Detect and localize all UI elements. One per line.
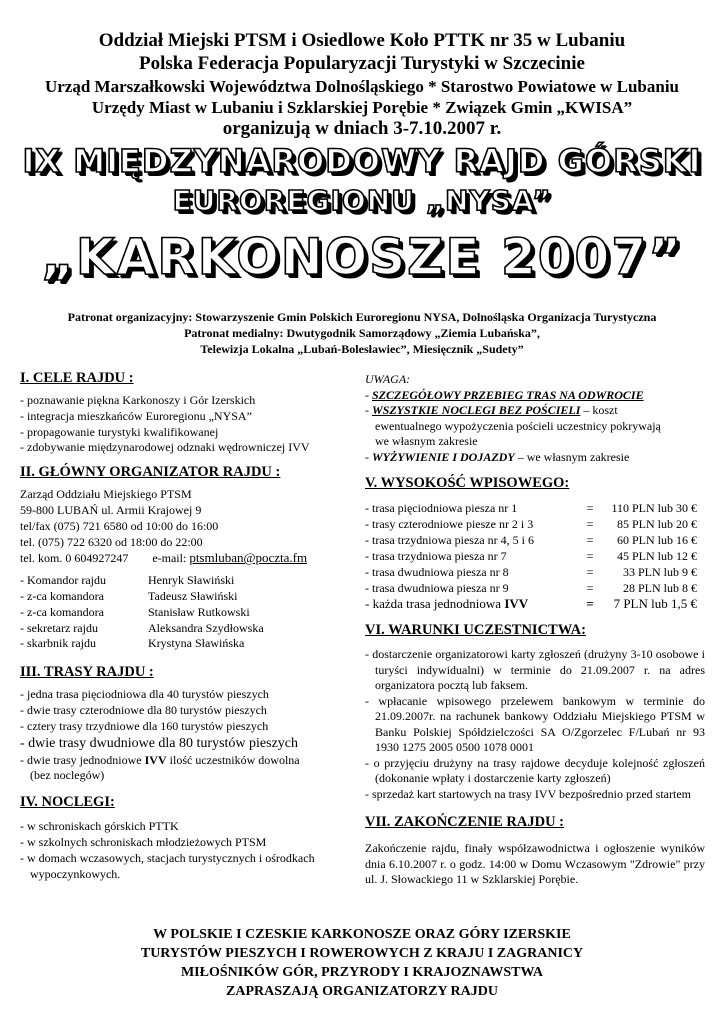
- list-item: - dwie trasy czterodniowe dla 80 turystów pieszych: [20, 702, 267, 717]
- staff-row: [20, 573, 355, 589]
- mobile-phone: tel. kom. 0 604927247: [20, 551, 129, 566]
- fee-price: 28 PLN lub 8 €: [622, 581, 697, 595]
- staff-role: - z-ca komandora: [20, 604, 104, 619]
- footer-line: TURYSTÓW PIESZYCH I ROWEROWYCH Z KRAJU I ZAGRANICY: [140, 946, 584, 961]
- staff-row: [20, 605, 355, 621]
- fee-eq: =: [586, 501, 594, 515]
- section-lodging: [20, 794, 355, 882]
- section-title: III. TRASY RAJDU :: [20, 664, 154, 681]
- section-notice: [365, 372, 705, 465]
- fee-row: [365, 548, 705, 564]
- fee-route: - trasa trzydniowa piesza nr 4, 5 i 6: [365, 533, 534, 547]
- header-line-authorities: Urząd Marszałkowski Województwa Dolnośląskiego * Starostwo Powiatowe w Lubaniu: [44, 77, 680, 96]
- list-item: - w domach wczasowych, stacjach turystycznych i ośrodkach: [20, 850, 315, 865]
- staff-name: Henryk Sławiński: [148, 573, 235, 588]
- list-item-cont: wypoczynkowych.: [30, 866, 121, 881]
- section-title: IV. NOCLEGI:: [20, 794, 115, 811]
- dash: -: [365, 403, 372, 417]
- condition-item: - dostarczenie organizatorowi karty zgłoszeń (drużyny 3-10 osobowe i turyści indywidualni) w terminie do 21.09.2007 r. na adres organizatora pocztą lub faksem.: [365, 647, 705, 692]
- section-routes: [20, 664, 355, 784]
- notice-item: [365, 450, 705, 466]
- title-rally: IX MIĘDZYNARODOWY RAJD GÓRSKI: [22, 142, 702, 180]
- notice-route-info: SZCZEGÓŁOWY PRZEBIEG TRAS NA ODWROCIE: [372, 387, 644, 402]
- list-item: - w szkolnych schroniskach młodzieżowych PTSM: [20, 834, 267, 849]
- dash: -: [365, 387, 372, 402]
- fee-row: [365, 596, 705, 612]
- fee-route-text: - każda trasa jednodniowa: [365, 596, 505, 611]
- staff-name: Tadeusz Sławiński: [148, 588, 238, 603]
- fee-row: [365, 500, 705, 516]
- staff-name: Aleksandra Szydłowska: [148, 620, 264, 635]
- email-link[interactable]: ptsmluban@poczta.fm: [189, 550, 308, 566]
- staff-role: - z-ca komandora: [20, 588, 104, 603]
- section-title: VII. ZAKOŃCZENIE RAJDU :: [365, 814, 564, 830]
- notice-text: ewentualnego wypożyczenia pościeli uczestnicy pokrywają: [375, 418, 661, 433]
- fee-price: 33 PLN lub 9 €: [622, 565, 697, 579]
- fee-route: - trasa dwudniowa piesza nr 9: [365, 581, 509, 595]
- footer-line: MIŁOŚNIKÓW GÓR, PRZYRODY I KRAJOZNAWSTWA: [180, 965, 544, 980]
- notice-text: – koszt: [580, 403, 618, 417]
- section-fees: [365, 475, 705, 612]
- list-text: - dwie trasy jednodniowe: [20, 752, 145, 767]
- fee-row: [365, 516, 705, 532]
- fee-route: - trasa dwudniowa piesza nr 8: [365, 565, 509, 579]
- notice-item: [365, 388, 705, 404]
- fee-row: [365, 580, 705, 596]
- fee-eq: =: [586, 581, 594, 595]
- notice-item: [365, 403, 705, 419]
- list-item: [20, 753, 355, 769]
- section-goals: [20, 370, 355, 456]
- fee-price: 110 PLN lub 30 €: [611, 501, 697, 515]
- ivv-label: IVV: [144, 752, 167, 767]
- list-item: - zdobywanie międzynarodowej odznaki wędrowniczej IVV: [20, 440, 310, 455]
- fee-row: [365, 564, 705, 580]
- patronage-organizational: Patronat organizacyjny: Stowarzyszenie Gmin Polskich Euroregionu NYSA, Dolnośląska Organizacja Turystyczna: [67, 310, 657, 324]
- fee-row: [365, 532, 705, 548]
- fee-price: 7 PLN lub 1,5 €: [613, 596, 697, 611]
- section-title: II. GŁÓWNY ORGANIZATOR RAJDU :: [20, 464, 281, 481]
- section-organizer: [20, 464, 355, 652]
- staff-role: - sekretarz rajdu: [20, 620, 98, 635]
- notice-title: UWAGA:: [365, 372, 411, 386]
- dash: -: [365, 449, 372, 464]
- fee-price: 85 PLN lub 20 €: [616, 517, 697, 531]
- email-label: e-mail:: [152, 551, 187, 566]
- header-line-cities: Urzędy Miast w Lubaniu i Szklarskiej Porębie * Związek Gmin „KWISA”: [91, 98, 633, 117]
- ivv-label: IVV: [504, 596, 529, 611]
- list-item: - w schroniskach górskich PTTK: [20, 819, 179, 834]
- staff-row: [20, 636, 355, 652]
- section-title: VI. WARUNKI UCZESTNICTWA:: [365, 622, 586, 638]
- condition-item: - wpłacanie wpisowego przelewem bankowym w terminie do 21.09.2007r. na rachunek bankowy Oddziału Miejskiego PTSM w Banku Polskiej Spółdzielczości SA O/Zgorzelec F/Lubań nr 93 1930 1275 2005 0500 1078 0001: [365, 693, 705, 754]
- staff-name: Krystyna Sławińska: [148, 636, 245, 651]
- staff-role: - skarbnik rajdu: [20, 636, 96, 651]
- section-title: I. CELE RAJDU :: [20, 370, 134, 386]
- notice-text: we własnym zakresie: [375, 434, 478, 448]
- patronage-media: Patronat medialny: Dwutygodnik Samorządowy „Ziemia Lubańska”,: [184, 326, 540, 340]
- fee-route: - trasa pięciodniowa piesza nr 1: [365, 501, 518, 515]
- footer-line: W POLSKIE I CZESKIE KARKONOSZE ORAZ GÓRY IZERSKIE: [153, 927, 571, 942]
- footer-invitation: [0, 925, 724, 1001]
- fee-price: 45 PLN lub 12 €: [616, 549, 697, 563]
- ending-text: Zakończenie rajdu, finały współzawodnictwa i ogłoszenie wyników dnia 6.10.2007 r. o godz. 14:00 w Domu Wczasowym "Zdrowie" przy ul. J. Słowackiego 11 w Szklarskiej Porębie.: [365, 841, 705, 886]
- phone-line: tel/fax (075) 721 6580 od 10:00 do 16:00: [20, 518, 219, 533]
- staff-name: Stanisław Rutkowski: [148, 604, 250, 619]
- address-line: Zarząd Oddziału Miejskiego PTSM: [20, 487, 192, 502]
- fee-eq: =: [586, 533, 594, 547]
- fee-eq: =: [586, 596, 594, 611]
- footer-line: ZAPRASZAJĄ ORGANIZATORZY RAJDU: [226, 984, 498, 999]
- notice-text: – we własnym zakresie: [514, 449, 630, 464]
- fee-eq: =: [586, 549, 594, 563]
- header-line-organizer: Oddział Miejski PTSM i Osiedlowe Koło PTTK nr 35 w Lubaniu: [98, 30, 626, 51]
- staff-role: - Komandor rajdu: [20, 573, 106, 588]
- patronage-media-cont: Telewizja Lokalna „Lubań-Bolesławiec”, Miesięcznik „Sudety”: [200, 342, 524, 356]
- title-euroregion: EUROREGIONU „NYSA”: [172, 184, 552, 217]
- title-karkonosze: „KARKONOSZE 2007”: [40, 228, 683, 286]
- condition-item: - sprzedaż kart startowych na trasy IVV bezpośrednio przed startem: [365, 786, 691, 801]
- fee-route: - trasy czterodniowe piesze nr 2 i 3: [365, 517, 534, 531]
- phone-line: tel. (075) 722 6320 od 18:00 do 22:00: [20, 534, 203, 549]
- header-line-federation: Polska Federacja Popularyzacji Turystyki w Szczecinie: [139, 53, 585, 74]
- contact-line: [20, 550, 355, 567]
- fee-eq: =: [586, 517, 594, 531]
- header-line-dates: organizują w dniach 3-7.10.2007 r.: [222, 118, 502, 139]
- fee-route: - trasa trzydniowa piesza nr 7: [365, 549, 507, 563]
- fee-price: 60 PLN lub 16 €: [616, 533, 697, 547]
- notice-bedding: WSZYSTKIE NOCLEGI BEZ POŚCIELI: [372, 403, 581, 417]
- notice-food: WYŻYWIENIE I DOJAZDY: [372, 449, 515, 464]
- list-text: ilość uczestników dowolna: [166, 752, 300, 767]
- list-item: - integracja mieszkańców Euroregionu „NYSA”: [20, 408, 252, 423]
- fee-route: [365, 596, 575, 612]
- list-item: - jedna trasa pięciodniowa dla 40 turystów pieszych: [20, 687, 269, 702]
- section-conditions: [365, 622, 705, 802]
- list-item: - dwie trasy dwudniowe dla 80 turystów pieszych: [20, 735, 298, 751]
- section-title: V. WYSOKOŚĆ WPISOWEGO:: [365, 475, 570, 491]
- staff-row: [20, 589, 355, 605]
- fee-eq: =: [586, 565, 594, 579]
- list-item: - propagowanie turystyki kwalifikowanej: [20, 424, 219, 439]
- staff-row: [20, 621, 355, 637]
- list-item: - poznawanie piękna Karkonoszy i Gór Izerskich: [20, 393, 256, 407]
- address-line: 59-800 LUBAŃ ul. Armii Krajowej 9: [20, 502, 202, 517]
- condition-item: - o przyjęciu drużyny na trasy rajdowe decyduje kolejność zgłoszeń (dokonanie wpłaty i dostarczenie karty zgłoszeń): [365, 755, 705, 785]
- list-item: - cztery trasy trzydniowe dla 160 turystów pieszych: [20, 718, 269, 733]
- right-column: [365, 372, 705, 888]
- left-column: [20, 370, 355, 882]
- section-ending: [365, 814, 705, 888]
- list-item-cont: (bez noclegów): [30, 768, 105, 783]
